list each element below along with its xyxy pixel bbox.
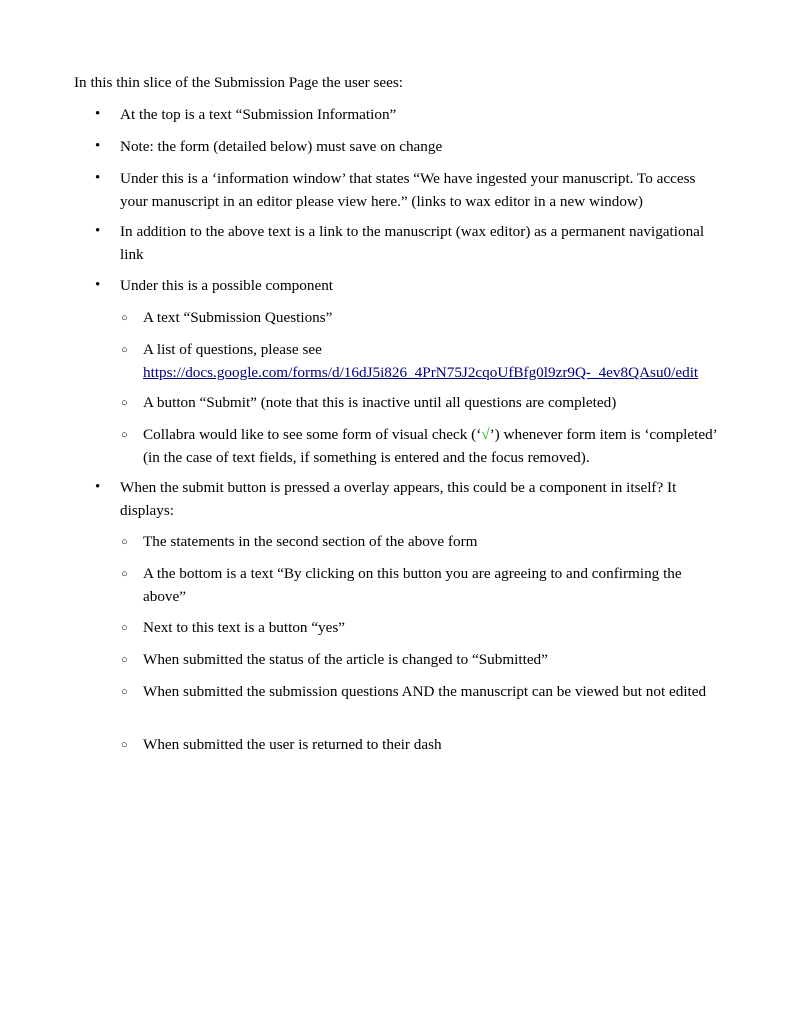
list-item-text: When the submit button is pressed a overlay appears, this could be a component in itself? It displays: <box>120 479 677 519</box>
bullet-icon: • <box>95 170 101 186</box>
sub-list-item <box>121 530 728 553</box>
bullet-icon: • <box>95 106 101 122</box>
circle-bullet-icon: ○ <box>121 312 128 324</box>
circle-bullet-icon: ○ <box>121 536 128 548</box>
list-item-text: In addition to the above text is a link to the manuscript (wax editor) as a permanent navigational link <box>120 223 705 263</box>
circle-bullet-icon: ○ <box>121 397 128 409</box>
list-item-text: Under this is a ‘information window’ that states “We have ingested your manuscript. To access your manuscript in an editor please view here.” (links to wax editor in a new window) <box>120 170 696 210</box>
sub-list-item-text: A text “Submission Questions” <box>143 309 333 326</box>
sub-list-item-text: A list of questions, please see <box>143 341 322 358</box>
sub-list-item-text: Next to this text is a button “yes” <box>143 619 346 636</box>
sub-list-item <box>121 680 728 703</box>
bullet-icon: • <box>95 223 101 239</box>
circle-bullet-icon: ○ <box>121 568 128 580</box>
list-item <box>95 167 725 213</box>
google-form-link[interactable]: https://docs.google.com/forms/d/16dJ5i826_4PrN75J2cqoUfBfg0l9zr9Q-_4ev8QAsu0/edit <box>143 364 699 381</box>
intro-text: In this thin slice of the Submission Page the user sees: <box>74 74 404 91</box>
circle-bullet-icon: ○ <box>121 622 128 634</box>
list-item-text: Note: the form (detailed below) must save on change <box>120 138 443 155</box>
sub-list-item <box>121 733 728 756</box>
bullet-icon: • <box>95 277 101 293</box>
bullet-icon: • <box>95 479 101 495</box>
circle-bullet-icon: ○ <box>121 429 128 441</box>
sub-list-item-text: The statements in the second section of the above form <box>143 533 478 550</box>
circle-bullet-icon: ○ <box>121 344 128 356</box>
sub-list-item-text: When submitted the submission questions AND the manuscript can be viewed but not edited <box>143 683 707 700</box>
check-mark-icon: √ <box>481 426 490 443</box>
sub-list-item <box>121 338 728 384</box>
list-item-text: Under this is a possible component <box>120 277 334 294</box>
sub-list-item-text-before: Collabra would like to see some form of visual check (‘ <box>143 426 482 443</box>
circle-bullet-icon: ○ <box>121 654 128 666</box>
circle-bullet-icon: ○ <box>121 739 128 751</box>
sub-list-item-text: When submitted the status of the article is changed to “Submitted” <box>143 651 548 668</box>
list-item <box>95 135 725 158</box>
sub-list-item <box>121 616 728 639</box>
sub-list-item <box>121 423 728 469</box>
bullet-icon: • <box>95 138 101 154</box>
sub-list-item-text: When submitted the user is returned to their dash <box>143 736 442 753</box>
list-item-text: At the top is a text “Submission Information” <box>120 106 397 123</box>
sub-list-item-text-after: ’) whenever form item is ‘completed’ (in the case of text fields, if something is entered and the focus removed). <box>143 426 717 466</box>
sub-list-item <box>121 648 728 671</box>
list-item <box>95 274 725 297</box>
sub-list-item-text: A button “Submit” (note that this is inactive until all questions are completed) <box>143 394 617 411</box>
sub-list-item <box>121 562 728 608</box>
list-item <box>95 220 725 266</box>
sub-list-item <box>121 391 728 414</box>
sub-list-item <box>121 306 728 329</box>
list-item <box>95 476 725 522</box>
list-item <box>95 103 725 126</box>
sub-list-item-text: A the bottom is a text “By clicking on this button you are agreeing to and confirming the above” <box>143 565 682 605</box>
circle-bullet-icon: ○ <box>121 686 128 698</box>
